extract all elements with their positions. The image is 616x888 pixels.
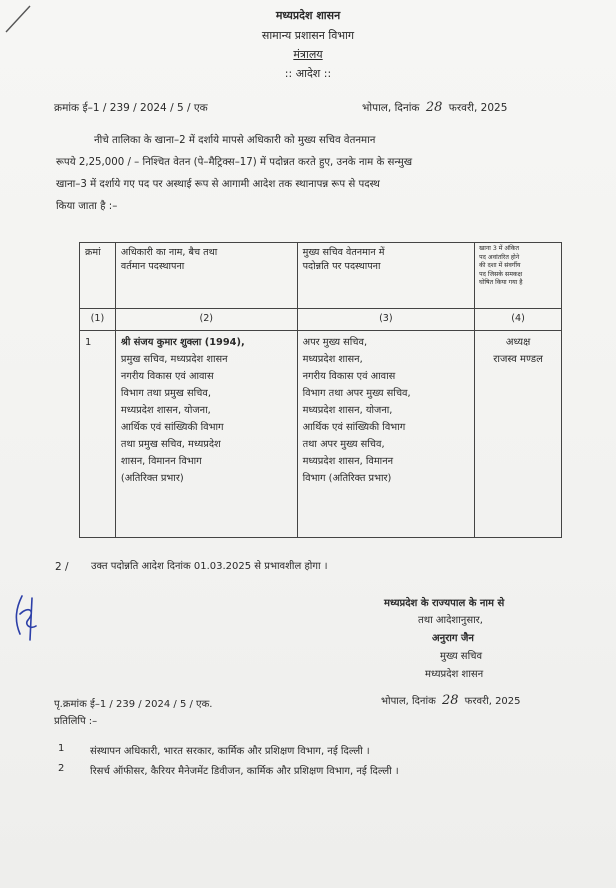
equivalent-line: अध्यक्ष: [505, 337, 531, 348]
header-officer-line: अधिकारी का नाम, बैच तथा: [120, 247, 218, 258]
header-equivalent-line: घोषित किया गया है: [479, 279, 523, 286]
endorsement-date-month-year: फरवरी, 2025: [464, 696, 521, 707]
date-month-year: फरवरी, 2025: [448, 102, 508, 114]
effective-text: उक्त पदोन्नति आदेश दिनांक 01.03.2025 से प्रभावशील होगा ।: [91, 561, 328, 572]
col-number: (3): [379, 313, 393, 324]
new-posting-line: तथा अपर मुख्य सचिव,: [302, 439, 385, 450]
row-equivalent: [475, 331, 561, 371]
row-new-posting: [298, 331, 475, 490]
effective-number: 2 /: [55, 561, 69, 573]
signatory-name: अनुराग जैन: [432, 633, 474, 644]
endorsement-date-day: 28: [441, 693, 459, 708]
signatory-org: मध्यप्रदेश शासन: [425, 669, 484, 680]
paragraph-line: किया जाता है :–: [56, 201, 118, 212]
new-posting-line: मध्यप्रदेश शासन, योजना,: [302, 405, 393, 416]
new-posting-line: अपर मुख्य सचिव,: [302, 337, 368, 348]
officer-name: श्री संजय कुमार शुक्ला (1994),: [120, 337, 245, 348]
list-item-number: 1: [58, 743, 65, 754]
endorsement-date: [381, 694, 521, 709]
table-row: [80, 331, 562, 538]
handwritten-initials-icon: [8, 590, 44, 644]
endorsement-reference: पृ.क्रमांक ई–1 / 239 / 2024 / 5 / एक.: [54, 699, 213, 710]
current-posting-line: आर्थिक एवं सांख्यिकी विभाग: [120, 422, 224, 433]
header-equivalent-line: खाना 3 में अंकित: [479, 245, 520, 252]
header-officer-line: वर्तमान पदस्थापना: [120, 261, 185, 272]
table-header-row: [80, 243, 562, 309]
new-posting-line: आर्थिक एवं सांख्यिकी विभाग: [302, 422, 406, 433]
new-posting-line: मध्यप्रदेश शासन, विमानन: [302, 456, 394, 467]
header-officer: [116, 243, 297, 277]
order-paragraph: [56, 130, 568, 218]
current-posting-line: (अतिरिक्त प्रभार): [120, 473, 184, 484]
signatory-designation: मुख्य सचिव: [440, 651, 483, 662]
govt-title: मध्यप्रदेश शासन: [275, 9, 341, 22]
date-prefix: भोपाल, दिनांक: [362, 102, 420, 114]
col-number: (4): [511, 313, 525, 324]
row-sno: 1: [85, 337, 92, 348]
paragraph-line: खाना–3 में दर्शाये गए पद पर अस्थाई रूप से आगामी आदेश तक स्थानापन्न रूप से पदस्थ: [56, 179, 380, 190]
paragraph-line: नीचे तालिका के खाना–2 में दर्शाये मापसे अधिकारी को मुख्य सचिव वेतनमान: [94, 135, 376, 146]
current-posting-line: विभाग तथा प्रमुख सचिव,: [120, 388, 211, 399]
header-new-posting-line: पदोन्नति पर पदस्थापना: [302, 261, 381, 272]
row-current-posting: [116, 331, 297, 490]
order-date: [362, 101, 507, 115]
current-posting-line: प्रमुख सचिव, मध्यप्रदेश शासन: [120, 354, 228, 365]
signature-order-line: तथा आदेशानुसार,: [418, 615, 483, 626]
equivalent-line: राजस्व मण्डल: [493, 354, 543, 365]
new-posting-line: विभाग तथा अपर मुख्य सचिव,: [302, 388, 411, 399]
current-posting-line: नगरीय विकास एवं आवास: [120, 371, 214, 382]
new-posting-line: मध्यप्रदेश शासन,: [302, 354, 363, 365]
paragraph-line: रूपये 2,25,000 / – निश्चित वेतन (पे–मैट्रिक्स–17) में पदोन्नत करते हुए, उनके नाम के सन्मुख: [56, 157, 413, 168]
promotion-table: [79, 242, 562, 538]
header-equivalent: [475, 243, 561, 290]
list-item: संस्थापन अधिकारी, भारत सरकार, कार्मिक और प्रशिक्षण विभाग, नई दिल्ली ।: [90, 746, 370, 757]
table-number-row: [80, 309, 562, 331]
secretariat-title: मंत्रालय: [293, 48, 323, 61]
header-equivalent-line: की दशा में संवर्गीय: [479, 262, 521, 269]
header-sno: क्रमां: [85, 247, 101, 258]
order-heading: :: आदेश ::: [284, 67, 332, 80]
header-equivalent-line: पद अवांतरित होने: [479, 253, 520, 261]
header-new-posting-line: मुख्य सचिव वेतनमान में: [302, 247, 385, 258]
current-posting-line: शासन, विमानन विभाग: [120, 456, 202, 467]
new-posting-line: विभाग (अतिरिक्त प्रभार): [302, 473, 392, 484]
department-title: सामान्य प्रशासन विभाग: [261, 29, 355, 42]
order-reference: क्रमांक ई–1 / 239 / 2024 / 5 / एक: [54, 102, 208, 114]
signature-authority: मध्यप्रदेश के राज्यपाल के नाम से: [384, 598, 505, 609]
col-number: (2): [199, 313, 214, 324]
new-posting-line: नगरीय विकास एवं आवास: [302, 371, 396, 382]
current-posting-line: तथा प्रमुख सचिव, मध्यप्रदेश: [120, 439, 221, 450]
col-number: (1): [90, 313, 105, 324]
list-item: रिसर्च ऑफीसर, कैरियर मैनेजमेंट डिवीजन, कार्मिक और प्रशिक्षण विभाग, नई दिल्ली ।: [90, 766, 399, 777]
header-equivalent-line: पद जिसके समकक्ष: [479, 270, 523, 278]
copy-label: प्रतिलिपि :–: [54, 716, 98, 727]
endorsement-date-prefix: भोपाल, दिनांक: [381, 696, 436, 707]
date-day: 28: [425, 100, 443, 115]
current-posting-line: मध्यप्रदेश शासन, योजना,: [120, 405, 211, 416]
header-new-posting: [298, 243, 475, 277]
list-item-number: 2: [58, 763, 65, 774]
